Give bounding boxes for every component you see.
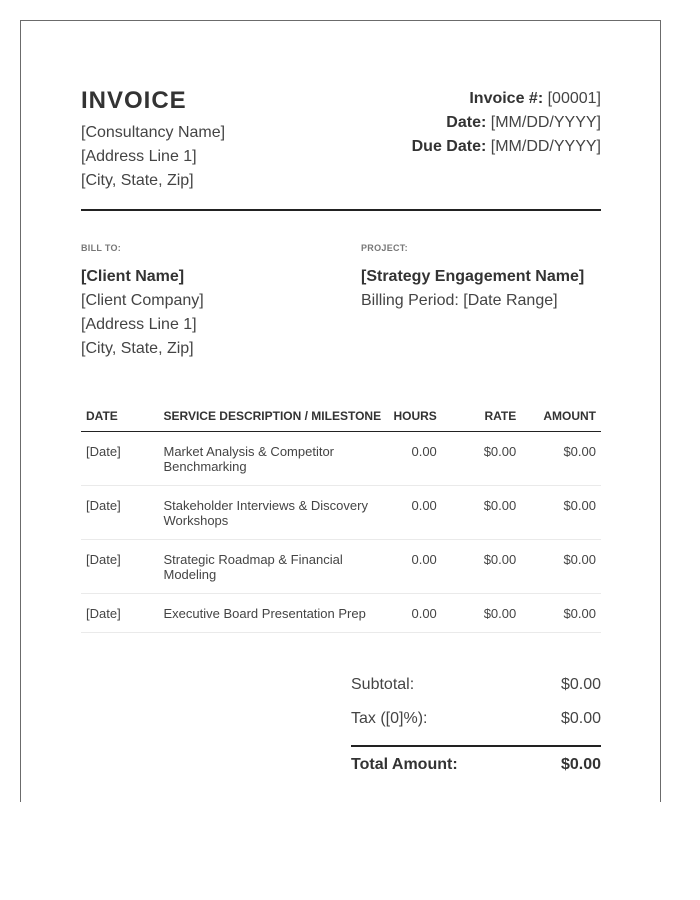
total-divider [351, 745, 601, 747]
row-description: Stakeholder Interviews & Discovery Workshops [159, 486, 389, 540]
company-info [81, 121, 225, 193]
col-header-amount: AMOUNT [521, 401, 601, 432]
total-value: $0.00 [560, 756, 601, 773]
row-date: [Date] [81, 540, 159, 594]
row-description: Strategic Roadmap & Financial Modeling [159, 540, 389, 594]
invoice-number [412, 87, 601, 111]
project-name: [Strategy Engagement Name] [361, 268, 585, 285]
row-hours: 0.00 [388, 432, 441, 486]
invoice-number-label: Invoice #: [469, 90, 544, 107]
row-rate: $0.00 [442, 486, 521, 540]
invoice-date-label: Date: [446, 114, 487, 131]
row-date: [Date] [81, 432, 159, 486]
client-name: [Client Name] [81, 268, 185, 285]
invoice-meta [412, 87, 601, 159]
table-header-row [81, 401, 601, 432]
row-description: Executive Board Presentation Prep [159, 594, 389, 633]
bill-to-block [81, 243, 204, 361]
tax-value: $0.00 [560, 710, 601, 727]
row-hours: 0.00 [388, 540, 441, 594]
row-date: [Date] [81, 594, 159, 633]
invoice-header [81, 87, 601, 197]
invoice-date [412, 111, 601, 135]
invoice-title: INVOICE [81, 87, 187, 114]
tax-row [351, 705, 601, 739]
table-row [81, 594, 601, 633]
line-items-table [81, 401, 601, 633]
row-hours: 0.00 [388, 486, 441, 540]
table-row [81, 432, 601, 486]
row-description: Market Analysis & Competitor Benchmarking [159, 432, 389, 486]
row-hours: 0.00 [388, 594, 441, 633]
row-amount: $0.00 [521, 540, 601, 594]
invoice-date-value: [MM/DD/YYYY] [490, 114, 601, 131]
billing-period: Billing Period: [Date Range] [361, 292, 558, 309]
row-date: [Date] [81, 486, 159, 540]
col-header-description: SERVICE DESCRIPTION / MILESTONE [159, 401, 389, 432]
col-header-hours: HOURS [388, 401, 441, 432]
table-row [81, 540, 601, 594]
header-divider [81, 209, 601, 211]
tax-label: Tax ([0]%): [351, 710, 428, 727]
client-city: [City, State, Zip] [81, 340, 194, 357]
invoice-page [20, 20, 661, 802]
due-date [412, 135, 601, 159]
total-label: Total Amount: [351, 756, 458, 773]
row-rate: $0.00 [442, 594, 521, 633]
row-amount: $0.00 [521, 486, 601, 540]
client-address: [Address Line 1] [81, 316, 197, 333]
company-city: [City, State, Zip] [81, 172, 194, 189]
subtotal-label: Subtotal: [351, 676, 415, 693]
due-date-value: [MM/DD/YYYY] [490, 138, 601, 155]
col-header-date: DATE [81, 401, 159, 432]
col-header-rate: RATE [442, 401, 521, 432]
row-amount: $0.00 [521, 432, 601, 486]
bill-to-label: BILL TO: [81, 243, 122, 253]
client-company: [Client Company] [81, 292, 204, 309]
total-row [351, 751, 601, 785]
company-address: [Address Line 1] [81, 148, 197, 165]
row-rate: $0.00 [442, 540, 521, 594]
row-amount: $0.00 [521, 594, 601, 633]
invoice-number-value: [00001] [547, 90, 601, 107]
subtotal-row [351, 671, 601, 705]
row-rate: $0.00 [442, 432, 521, 486]
totals-block [351, 671, 601, 785]
company-name: [Consultancy Name] [81, 124, 226, 141]
project-block [361, 243, 584, 313]
due-date-label: Due Date: [411, 138, 487, 155]
subtotal-value: $0.00 [560, 676, 601, 693]
project-label: PROJECT: [361, 243, 408, 253]
table-row [81, 486, 601, 540]
